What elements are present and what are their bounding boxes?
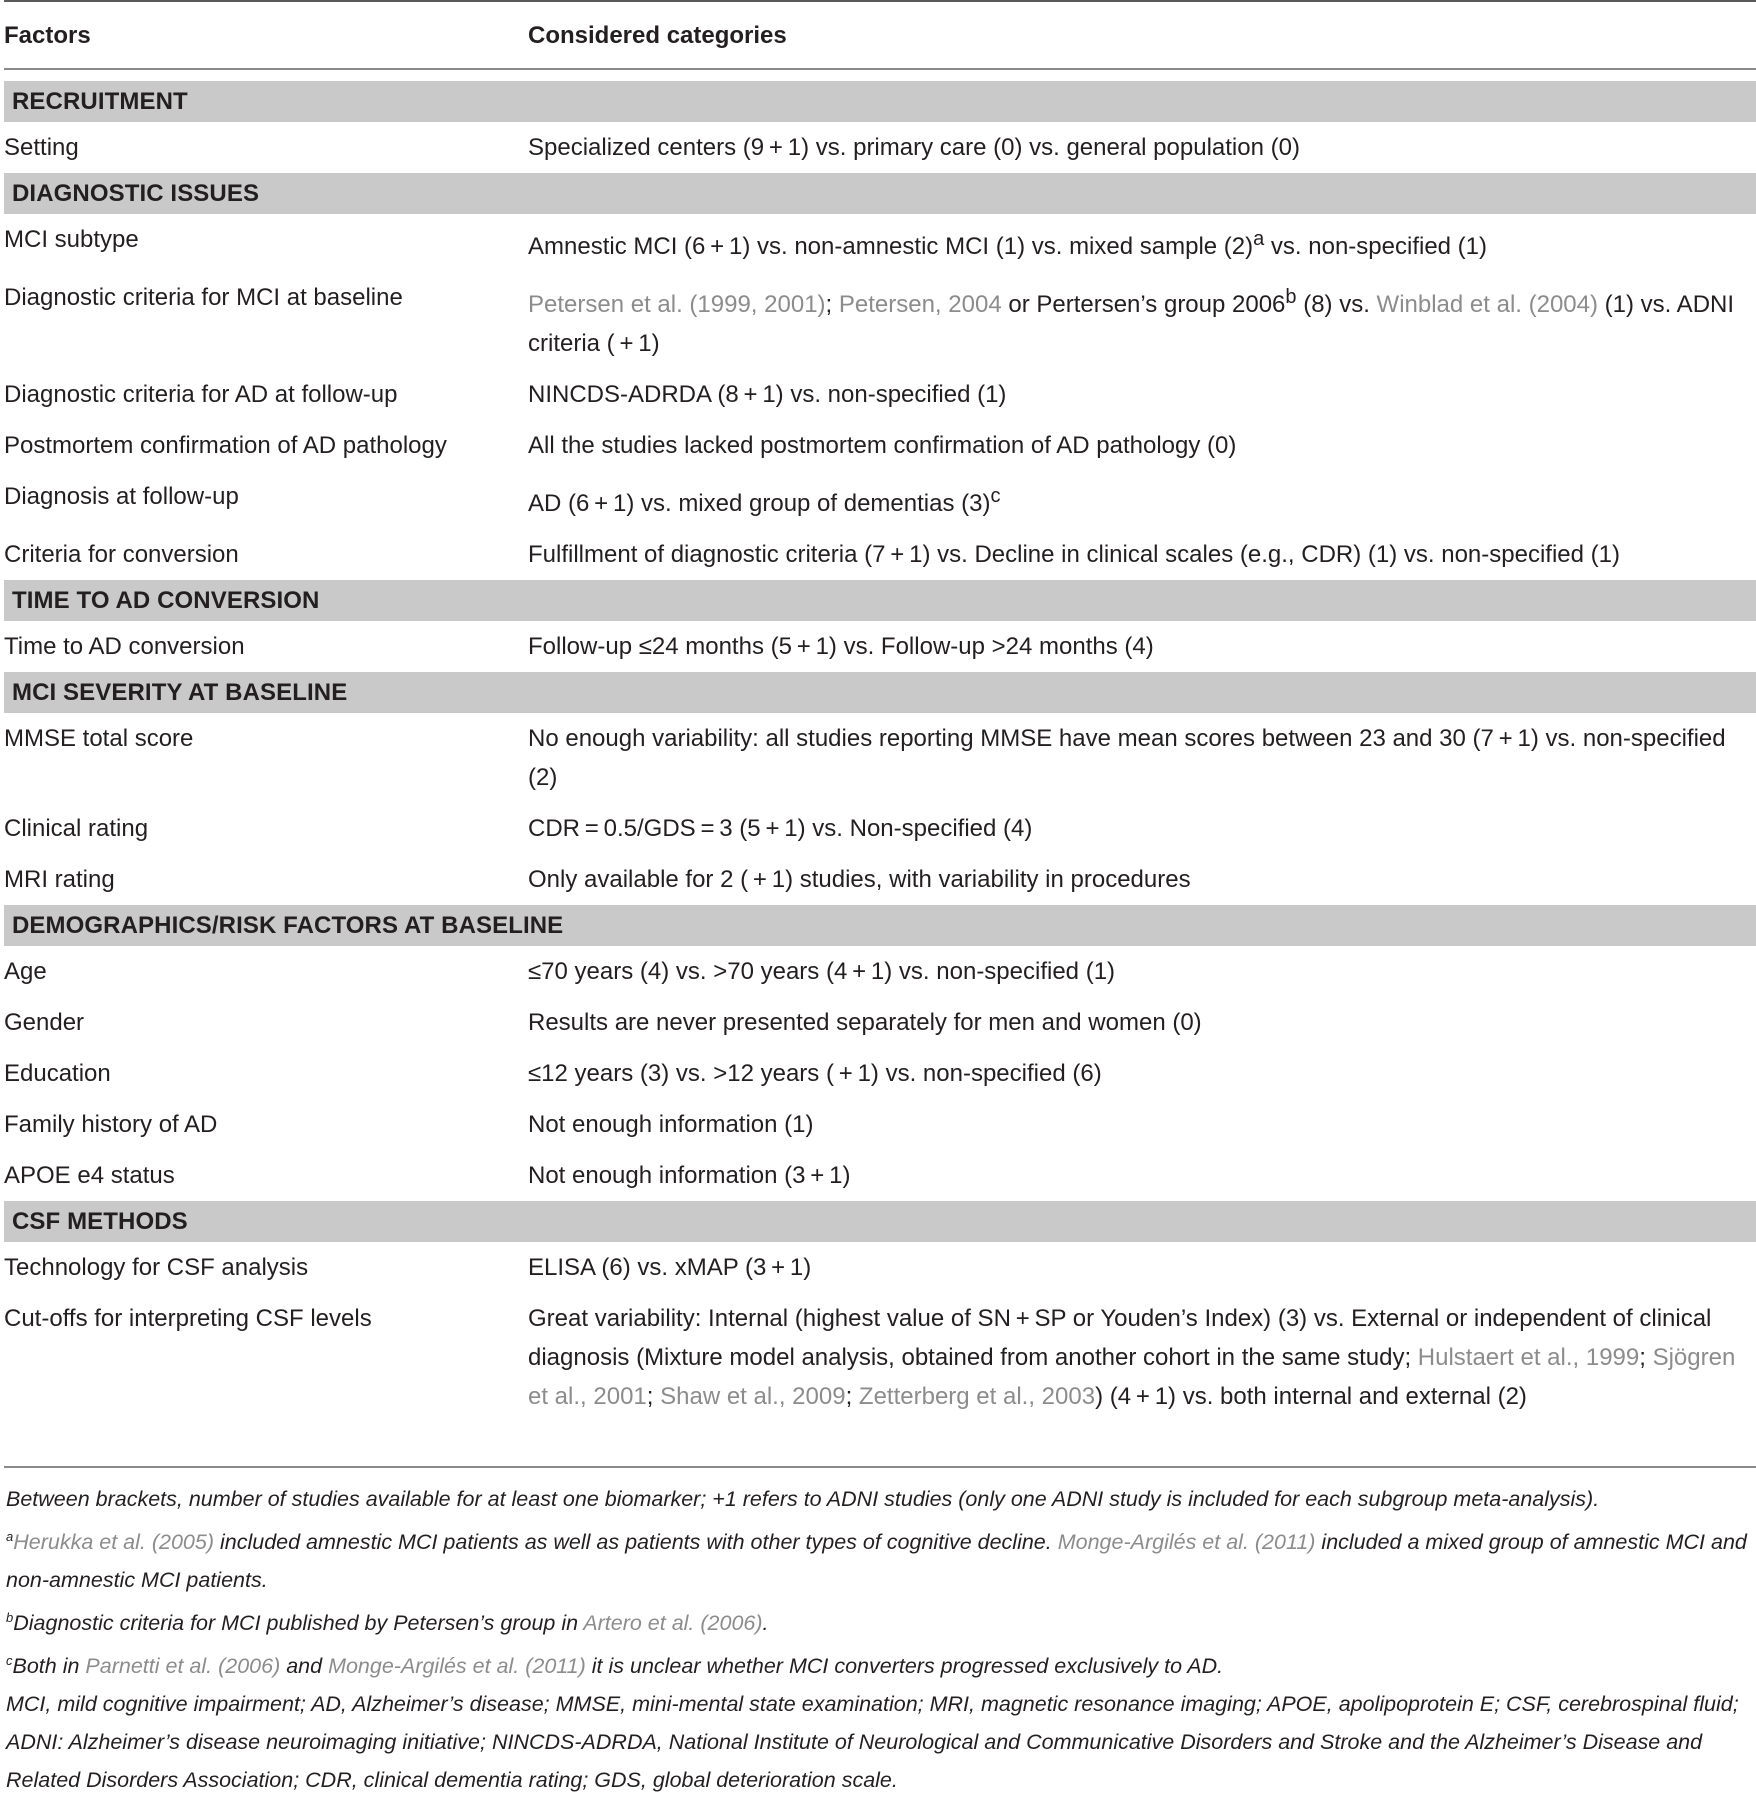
table-row: [4, 214, 1756, 272]
footnote-mark: c: [990, 485, 1001, 507]
footnote-text: and: [280, 1654, 329, 1679]
factor-cell: Cut-offs for interpreting CSF levels: [4, 1305, 372, 1332]
table-row: [4, 997, 1756, 1048]
category-cell: [528, 477, 1756, 523]
factor-cell: MMSE total score: [4, 725, 194, 752]
citation-link[interactable]: Parnetti et al. (2006): [85, 1654, 281, 1679]
table-row: [4, 621, 1756, 672]
table-row: [4, 1099, 1756, 1150]
bottom-rule: [4, 1466, 1756, 1468]
category-cell: ELISA (6) vs. xMAP (3 + 1): [528, 1254, 812, 1281]
category-cell: Specialized centers (9 + 1) vs. primary care (0) vs. general population (0): [528, 134, 1300, 161]
category-cell: [528, 278, 1756, 363]
citation-link[interactable]: Monge-Argilés et al. (2011): [328, 1654, 586, 1679]
category-text: ) (4 + 1) vs. both internal and external (2): [1095, 1383, 1527, 1410]
factor-cell: Education: [4, 1060, 111, 1087]
factor-cell: Time to AD conversion: [4, 633, 245, 660]
table-row: [4, 122, 1756, 173]
factor-cell: APOE e4 status: [4, 1162, 175, 1189]
factor-cell: Age: [4, 958, 47, 985]
section-csf-methods: CSF METHODS: [4, 1201, 1756, 1242]
table-row: [4, 420, 1756, 471]
footnote-b: [6, 1599, 1754, 1642]
category-cell: Results are never presented separately for men and women (0): [528, 1009, 1202, 1036]
category-text: Amnestic MCI (6 + 1) vs. non-amnestic MCI (1) vs. mixed sample (2): [528, 233, 1254, 260]
table-row: [4, 272, 1756, 369]
category-cell: Fulfillment of diagnostic criteria (7 + 1) vs. Decline in clinical scales (e.g., CDR) (1) vs. non-specified (1): [528, 541, 1620, 568]
table-row: [4, 854, 1756, 905]
footnote-abbreviations: MCI, mild cognitive impairment; AD, Alzheimer’s disease; MMSE, mini-mental state examination; MRI, magnetic resonance imaging; APOE, apolipoprotein E; CSF, cerebrospinal fluid; ADNI: Alzheimer’s disease neuroimaging initiative; NINCDS-ADRDA, National Institute of Neurological and Communicative Disorders and Stroke and the Alzheimer’s Disease and Related Disorders Association; CDR, clinical dementia rating; GDS, global deterioration scale.: [6, 1692, 1739, 1793]
category-cell: [528, 220, 1756, 266]
category-cell: No enough variability: all studies reporting MMSE have mean scores between 23 and 30 (7 + 1) vs. non-specified (2): [528, 725, 1726, 791]
table-body: [4, 81, 1756, 1422]
citation-link[interactable]: Shaw et al., 2009: [660, 1383, 846, 1410]
category-cell: [528, 1299, 1756, 1416]
table-row: [4, 1048, 1756, 1099]
footnote-mark: a: [1253, 228, 1265, 250]
table-row: [4, 1242, 1756, 1293]
category-text: ;: [825, 291, 839, 318]
factor-cell: Diagnostic criteria for MCI at baseline: [4, 284, 403, 311]
footnote-text: Both in: [12, 1654, 86, 1679]
footnote-text: included amnestic MCI patients as well as patients with other types of cognitive decline.: [214, 1530, 1058, 1555]
section-mci-severity: MCI SEVERITY AT BASELINE: [4, 672, 1756, 713]
section-time-to-ad-conversion: TIME TO AD CONVERSION: [4, 580, 1756, 621]
table-row: [4, 1150, 1756, 1201]
table-row: [4, 471, 1756, 529]
category-text: Great variability: Internal (highest value of SN + SP or Youden’s Index) (3) vs. External or independent of clinical diagnosis (Mixture model analysis, obtained from another cohort in the same study;: [528, 1305, 1712, 1371]
factor-cell: Setting: [4, 134, 79, 161]
factor-cell: Diagnosis at follow-up: [4, 483, 239, 510]
category-cell: Not enough information (3 + 1): [528, 1162, 851, 1189]
footnote-a: [6, 1518, 1754, 1599]
citation-link[interactable]: Sjögren et al., 2001: [528, 1344, 1736, 1410]
category-cell: ≤70 years (4) vs. >70 years (4 + 1) vs. non-specified (1): [528, 958, 1116, 985]
category-cell: CDR = 0.5/GDS = 3 (5 + 1) vs. Non-specified (4): [528, 815, 1033, 842]
citation-link[interactable]: Petersen, 2004: [838, 291, 1002, 318]
category-cell: ≤12 years (3) vs. >12 years ( + 1) vs. non-specified (6): [528, 1060, 1102, 1087]
factor-cell: Criteria for conversion: [4, 541, 239, 568]
citation-link[interactable]: Monge-Argilés et al. (2011): [1057, 1530, 1316, 1555]
factor-cell: Family history of AD: [4, 1111, 218, 1138]
section-demographics: DEMOGRAPHICS/RISK FACTORS AT BASELINE: [4, 905, 1756, 946]
footnote-text: included a mixed group of amnestic MCI and non-amnestic MCI patients.: [6, 1530, 1747, 1593]
citation-link[interactable]: Artero et al. (2006): [583, 1611, 763, 1636]
section-diagnostic-issues: DIAGNOSTIC ISSUES: [4, 173, 1756, 214]
category-text: (8) vs.: [1296, 291, 1377, 318]
header-rule: [4, 68, 1756, 70]
category-text: (1) vs. ADNI criteria ( + 1): [528, 291, 1735, 357]
factor-cell: Clinical rating: [4, 815, 149, 842]
table-row: [4, 803, 1756, 854]
factor-cell: MCI subtype: [4, 226, 139, 253]
table-row: [4, 369, 1756, 420]
table-header: [4, 2, 1756, 68]
category-cell: Follow-up ≤24 months (5 + 1) vs. Follow-up >24 months (4): [528, 633, 1154, 660]
citation-link[interactable]: Petersen et al. (1999, 2001): [528, 291, 826, 318]
table-footnotes: [6, 1480, 1754, 1799]
footnote-text: Diagnostic criteria for MCI published by Petersen’s group in: [13, 1611, 584, 1636]
footnote-main: Between brackets, number of studies available for at least one biomarker; +1 refers to ADNI studies (only one ADNI study is included for each subgroup meta-analysis).: [6, 1487, 1600, 1511]
footnote-mark: a: [6, 1529, 14, 1544]
citation-link[interactable]: Winblad et al. (2004): [1376, 291, 1598, 318]
citation-link[interactable]: Hulstaert et al., 1999: [1417, 1344, 1640, 1371]
factor-cell: Postmortem confirmation of AD pathology: [4, 432, 447, 459]
factor-cell: Gender: [4, 1009, 85, 1036]
table-row: [4, 946, 1756, 997]
category-text: AD (6 + 1) vs. mixed group of dementias (3): [528, 490, 991, 517]
category-text: vs. non-specified (1): [1264, 233, 1488, 260]
factor-cell: Technology for CSF analysis: [4, 1254, 309, 1281]
header-categories: Considered categories: [528, 22, 787, 49]
category-text: ;: [845, 1383, 859, 1410]
category-text: ;: [646, 1383, 661, 1410]
footnote-text: it is unclear whether MCI converters progressed exclusively to AD.: [585, 1654, 1224, 1679]
factor-cell: MRI rating: [4, 866, 115, 893]
footnote-c: [6, 1642, 1754, 1685]
category-text: or Pertersen’s group 2006: [1001, 291, 1286, 318]
header-factors: Factors: [4, 22, 91, 49]
table-row: [4, 713, 1756, 803]
footnote-mark: b: [1285, 286, 1297, 308]
citation-link[interactable]: Zetterberg et al., 2003: [858, 1383, 1096, 1410]
footnote-text: .: [762, 1611, 769, 1636]
category-cell: All the studies lacked postmortem confirmation of AD pathology (0): [528, 432, 1237, 459]
factor-cell: Diagnostic criteria for AD at follow-up: [4, 381, 398, 408]
section-recruitment: RECRUITMENT: [4, 81, 1756, 122]
citation-link[interactable]: Herukka et al. (2005): [13, 1530, 214, 1555]
category-cell: Not enough information (1): [528, 1111, 814, 1138]
table-row: [4, 1293, 1756, 1422]
category-text: ;: [1639, 1344, 1653, 1371]
category-cell: NINCDS-ADRDA (8 + 1) vs. non-specified (1): [528, 381, 1007, 408]
category-cell: Only available for 2 ( + 1) studies, with variability in procedures: [528, 866, 1191, 893]
table-row: [4, 529, 1756, 580]
footnote-mark: c: [6, 1653, 13, 1669]
footnote-mark: b: [6, 1610, 14, 1626]
